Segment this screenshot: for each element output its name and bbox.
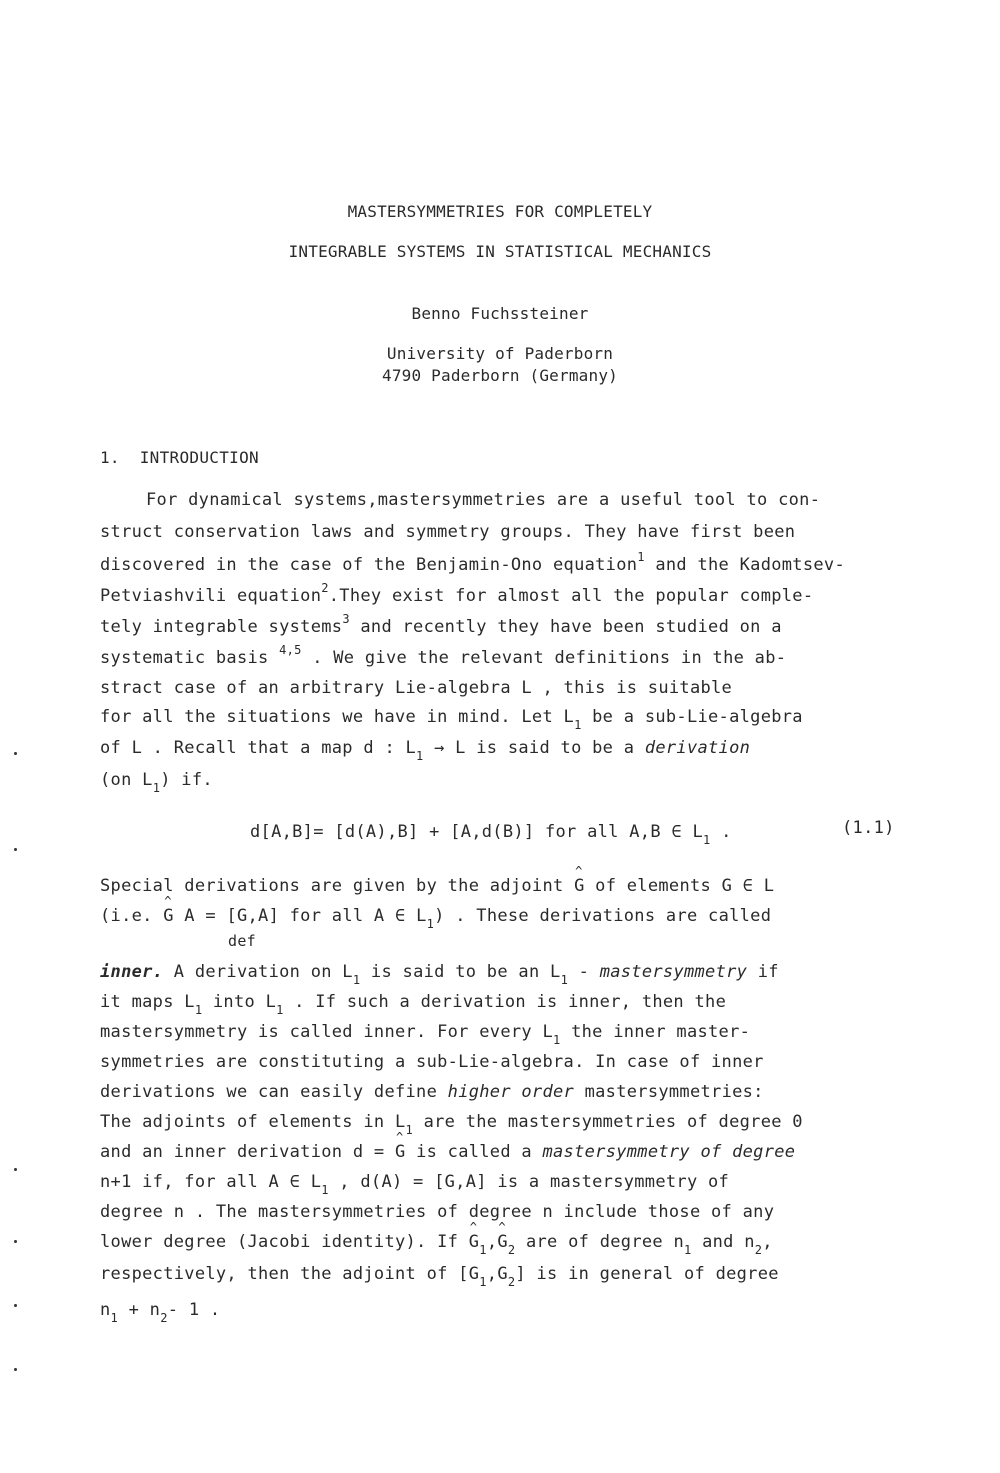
- scan-speck: [14, 752, 17, 755]
- text-line: of L . Recall that a map d : $L_1 \to L$ is said to be a derivation: [100, 738, 751, 763]
- equation-1-1: d[A,B]= [d(A),B] + [A,d(B)] for all A,B ∈ $L_1$ .: [250, 822, 732, 847]
- text-line: For dynamical systems,mastersymmetries are a useful tool to con-: [146, 490, 821, 510]
- equation-body: d[A,B]= [d(A),B] + [A,d(B)] for all A,B ∈ L: [250, 822, 703, 842]
- text-line: systematic basis $^{4,5}$ . We give the relevant definitions in the ab-: [100, 643, 787, 668]
- text-line: $n_1 + n_2-$ 1 .: [100, 1300, 221, 1325]
- text-line: Special derivations are given by the adjoint ^ G of elements G ∈ L: [100, 876, 774, 896]
- section-title: INTRODUCTION: [139, 448, 259, 467]
- text-line: (on $L_1$) if.: [100, 770, 213, 795]
- text-line: tely integrable systems$^3$ and recently they have been studied on a: [100, 612, 782, 637]
- text-line: symmetries are constituting a sub-Lie-algebra. In case of inner: [100, 1052, 764, 1072]
- text-line: inner. A derivation on $L_1$ is said to be an $L_1$ - mastersymmetry if: [100, 962, 779, 987]
- equation-label: (1.1): [842, 818, 895, 838]
- scan-speck: [14, 1304, 17, 1307]
- text-line: Petviashvili equation$^2$.They exist for almost all the popular comple-: [100, 581, 814, 606]
- paper-title-line-1: MASTERSYMMETRIES FOR COMPLETELY: [347, 202, 653, 221]
- text-line: mastersymmetry is called inner. For every $L_1$ the inner master-: [100, 1022, 751, 1047]
- def-subscript: def: [228, 932, 256, 950]
- scan-speck: [14, 1168, 17, 1171]
- scan-speck: [14, 848, 17, 851]
- text-line: derivations we can easily define higher order mastersymmetries:: [100, 1082, 764, 1102]
- text-line: degree n . The mastersymmetries of degree n include those of any: [100, 1202, 775, 1222]
- text-line: respectively, then the adjoint of $[G_1,G_2]$ is in general of degree: [100, 1264, 779, 1289]
- text-line: it maps $L_1$ into $L_1$ . If such a derivation is inner, then the: [100, 992, 727, 1017]
- section-heading: [100, 448, 259, 467]
- text-line: struct conservation laws and symmetry groups. They have first been: [100, 522, 796, 542]
- affiliation-line-2: 4790 Paderborn (Germany): [382, 366, 618, 385]
- scan-speck: [14, 1240, 17, 1243]
- text-line: n+1 if, for all A ∈ $L_1$ , d(A) = [G,A] is a mastersymmetry of: [100, 1172, 730, 1197]
- author-name: Benno Fuchssteiner: [411, 304, 589, 323]
- scan-speck: [14, 1368, 17, 1371]
- section-number: 1.: [100, 448, 120, 467]
- text-line: (i.e. ^ G A = [G,A] for all A ∈ $L_1$) . These derivations are called: [100, 906, 771, 926]
- paper-title-line-2: INTEGRABLE SYSTEMS IN STATISTICAL MECHANICS: [288, 242, 712, 261]
- text-line: The adjoints of elements in $L_1$ are the mastersymmetries of degree 0: [100, 1112, 803, 1137]
- affiliation-line-1: University of Paderborn: [386, 344, 614, 363]
- text-line: stract case of an arbitrary Lie-algebra L , this is suitable: [100, 678, 733, 698]
- text-line: discovered in the case of the Benjamin-Ono equation$^1$ and the Kadomtsev-: [100, 550, 845, 575]
- text-line: for all the situations we have in mind. Let $L_1$ be a sub-Lie-algebra: [100, 707, 803, 732]
- text-line: lower degree (Jacobi identity). If ^ $G_1,\^{}$ $G_2$ are of degree $n_1$ and $n_2$,: [100, 1232, 773, 1252]
- text-line: and an inner derivation d = ^ G is called a mastersymmetry of degree: [100, 1142, 795, 1162]
